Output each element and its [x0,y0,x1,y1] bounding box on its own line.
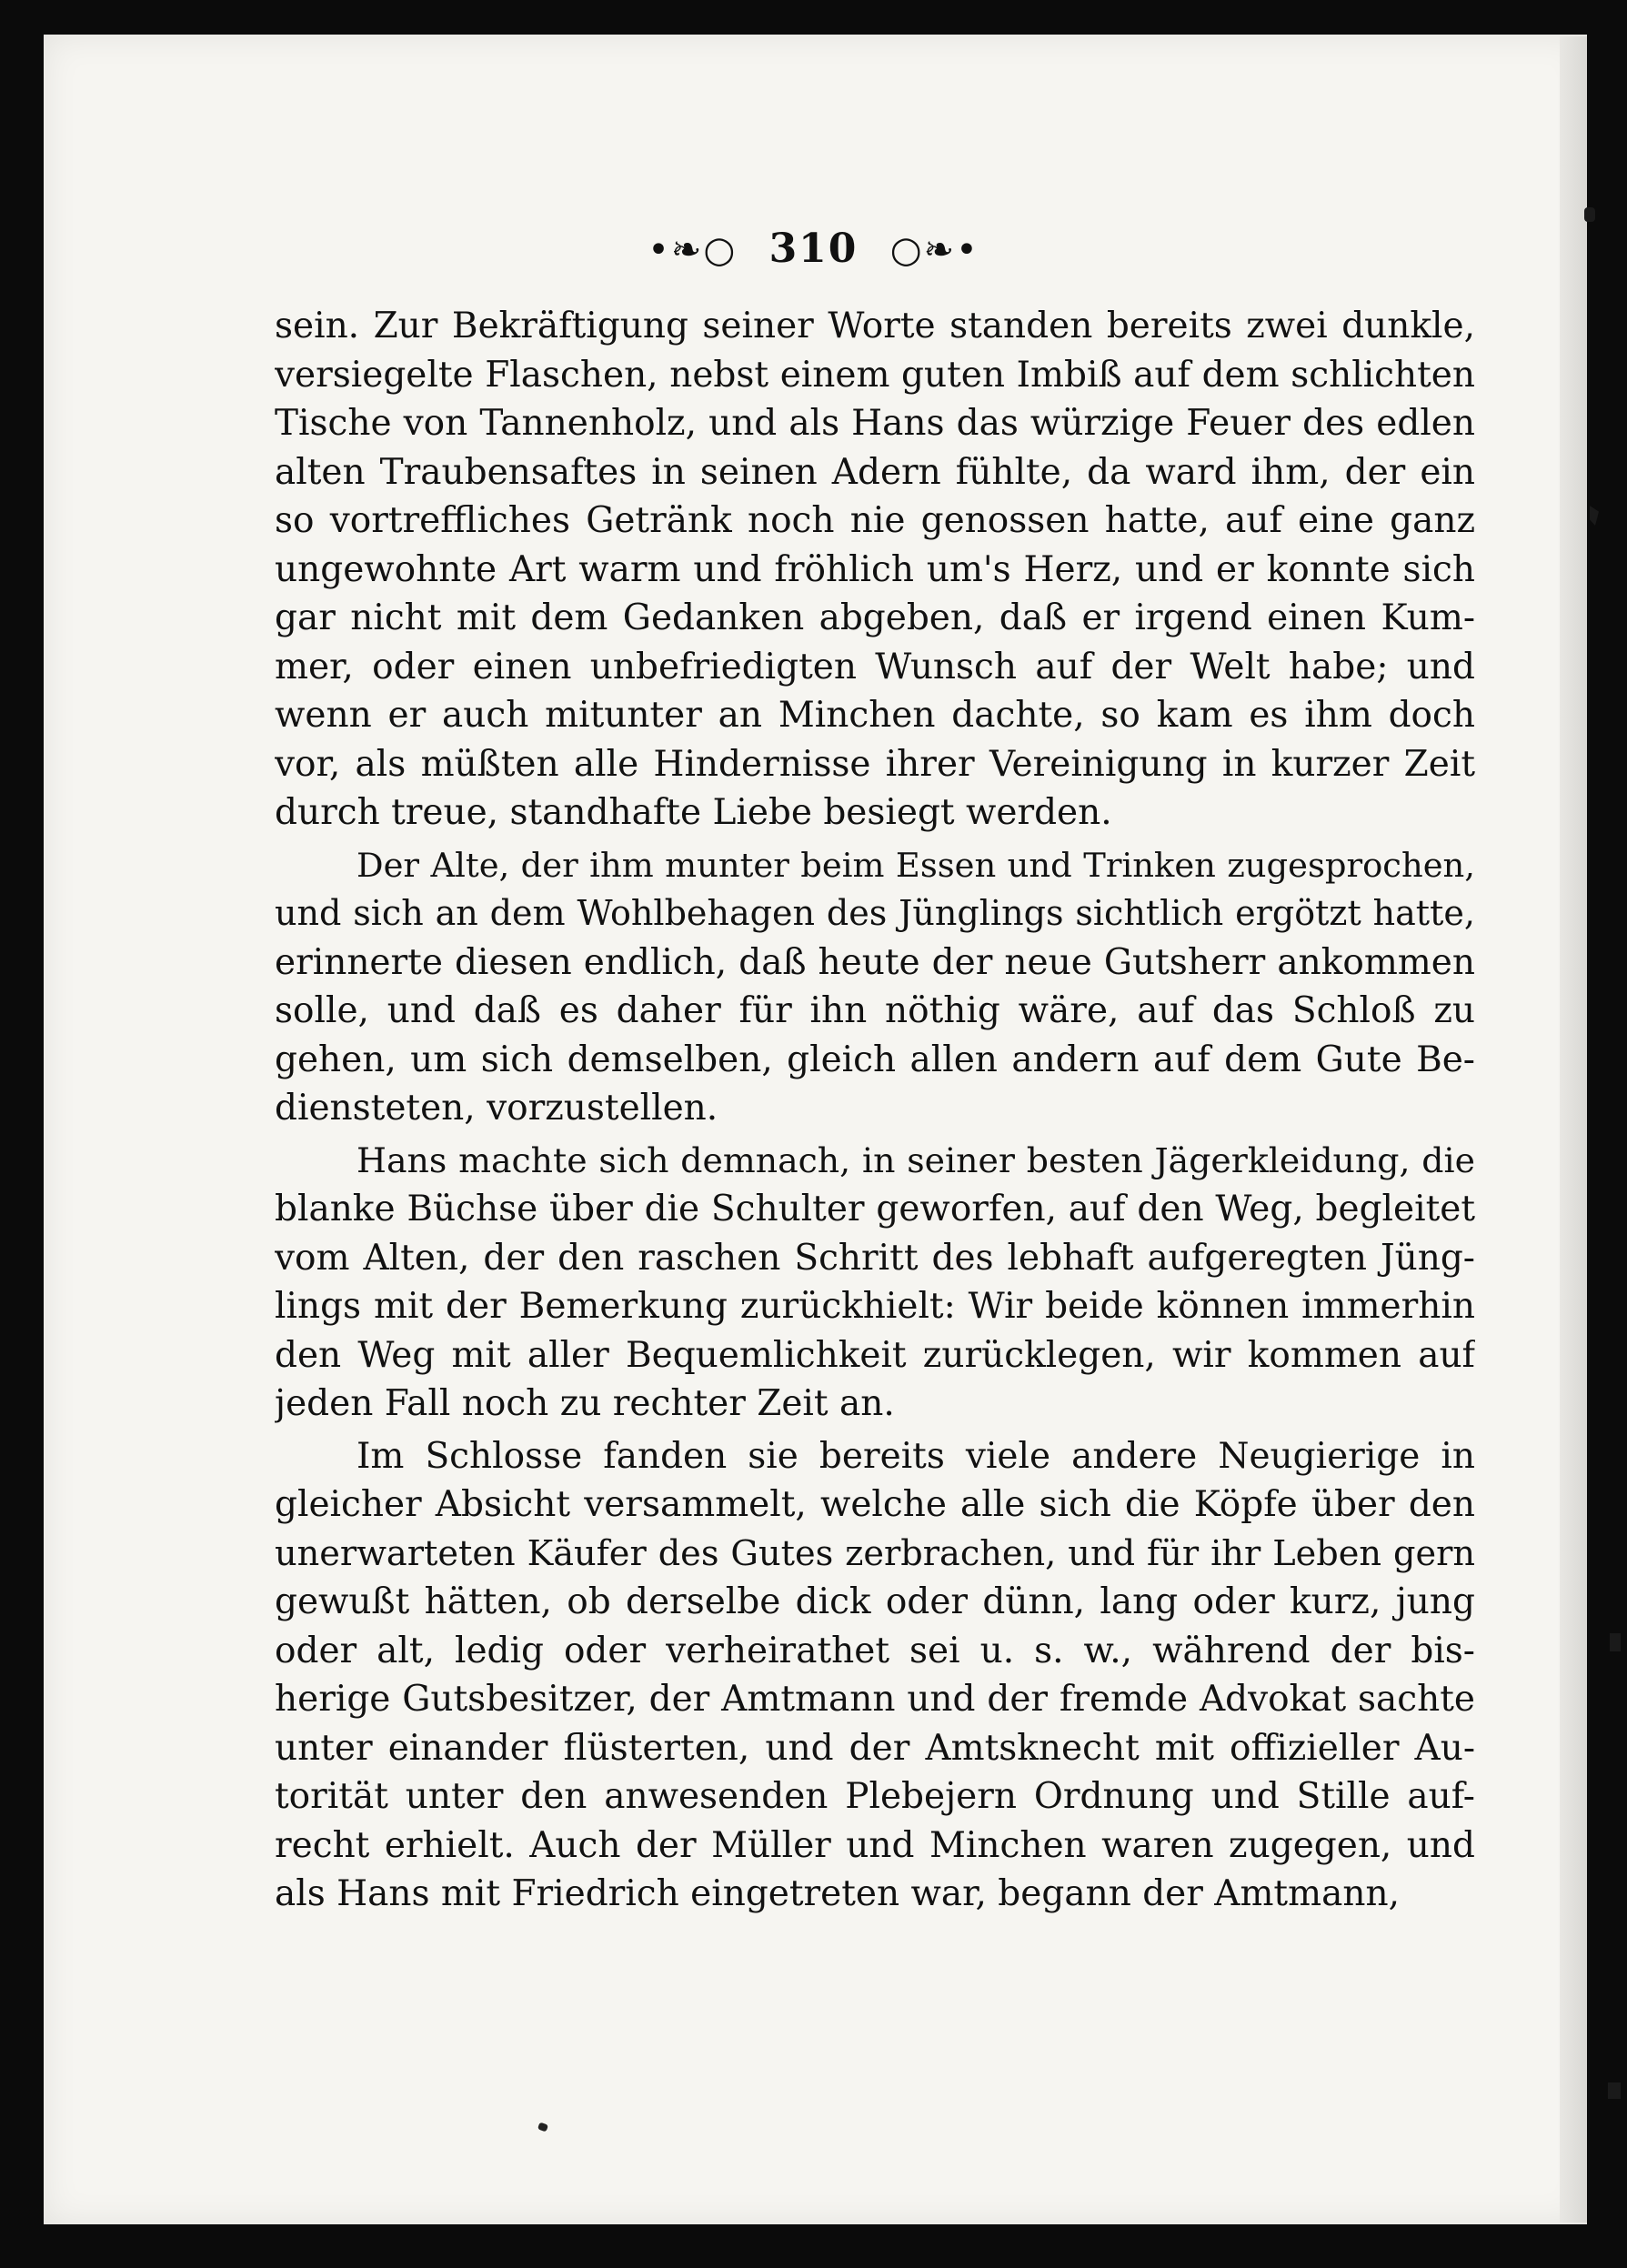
header-ornament-left: •❧○ [648,229,738,271]
page-header [0,226,1627,272]
paragraph [275,841,1475,1133]
paragraph [275,302,1475,838]
text-line: Im Schlosse fanden sie bereits viele andere Neugierige in [357,1435,1475,1477]
text-line: vom Alten, der den raschen Schritt des lebhaft aufgeregten Jüng- [275,1237,1475,1279]
text-line: blanke Büchse über die Schulter geworfen, auf den Weg, begleitet [275,1189,1475,1229]
text-line: erinnerte diesen endlich, daß heute der neue Gutsherr ankommen [275,941,1475,983]
text-line: Der Alte, der ihm munter beim Essen und Trinken zugesprochen, [357,845,1475,885]
text-line: versiegelte Flaschen, nebst einem guten Imbiß auf dem schlichten [275,354,1475,396]
text-line: alten Traubensaftes in seinen Adern fühlte, da ward ihm, der ein [275,451,1475,493]
text-line: und sich an dem Wohlbehagen des Jünglings sichtlich ergötzt hatte, [275,893,1475,933]
text-line: diensteten, vorzustellen. [275,1088,718,1129]
text-line: gleicher Absicht versammelt, welche alle sich die Köpfe über den [275,1484,1475,1525]
text-line: lings mit der Bemerkung zurückhielt: Wir beide können immerhin [275,1286,1475,1327]
text-line: Hans machte sich demnach, in seiner besten Jägerkleidung, die [357,1139,1475,1180]
text-line: vor, als müßten alle Hindernisse ihrer Vereinigung in kurzer Zeit [275,743,1475,785]
text-line: herige Gutsbesitzer, der Amtmann und der fremde Advokat sachte [275,1679,1475,1720]
margin-mark-top [1584,207,1595,222]
text-line: gewußt hätten, ob derselbe dick oder dünn, lang oder kurz, jung [275,1581,1475,1622]
text-line: durch treue, standhafte Liebe besiegt werden. [275,792,1112,833]
text-line: unter einander flüsterten, und der Amtsknecht mit offizieller Au- [275,1727,1475,1769]
text-line: solle, und daß es daher für ihn nöthig wäre, auf das Schloß zu [275,990,1475,1031]
text-line: mer, oder einen unbefriedigten Wunsch auf der Welt habe; und [275,646,1475,687]
text-line: sein. Zur Bekräftigung seiner Worte standen bereits zwei dunkle, [275,306,1475,346]
margin-mark-lower [1610,1633,1621,1651]
text-line: als Hans mit Friedrich eingetreten war, begann der Amtmann, [275,1873,1400,1914]
text-line: recht erhielt. Auch der Müller und Minchen waren zugegen, und [275,1824,1475,1866]
text-line: unerwarteten Käufer des Gutes zerbrachen, und für ihr Leben gern [275,1532,1475,1574]
page-edge [1560,36,1587,2223]
text-line: torität unter den anwesenden Plebejern Ordnung und Stille auf- [275,1776,1475,1817]
page-number: 310 [768,226,859,272]
paragraph [275,1137,1475,1429]
text-line: jeden Fall noch zu rechter Zeit an. [275,1383,895,1424]
body-text [275,302,1475,1922]
text-line: gar nicht mit dem Gedanken abgeben, daß er irgend einen Kum- [275,597,1475,638]
paragraph [275,1432,1475,1919]
text-line: so vortreffliches Getränk noch nie genossen hatte, auf eine ganz [275,500,1475,541]
text-line: gehen, um sich demselben, gleich allen andern auf dem Gute Be- [275,1039,1475,1080]
text-line: oder alt, ledig oder verheirathet sei u. s. w., während der bis- [275,1630,1475,1671]
header-ornament-right: ○❧• [889,229,979,271]
text-line: wenn er auch mitunter an Minchen dachte, so kam es ihm doch [275,695,1475,736]
text-line: den Weg mit aller Bequemlichkeit zurücklegen, wir kommen auf [275,1334,1475,1376]
text-line: Tische von Tannenholz, und als Hans das würzige Feuer des edlen [275,403,1475,444]
text-line: ungewohnte Art warm und fröhlich um's Herz, und er konnte sich [275,548,1475,590]
margin-mark-bottom [1608,2082,1621,2099]
